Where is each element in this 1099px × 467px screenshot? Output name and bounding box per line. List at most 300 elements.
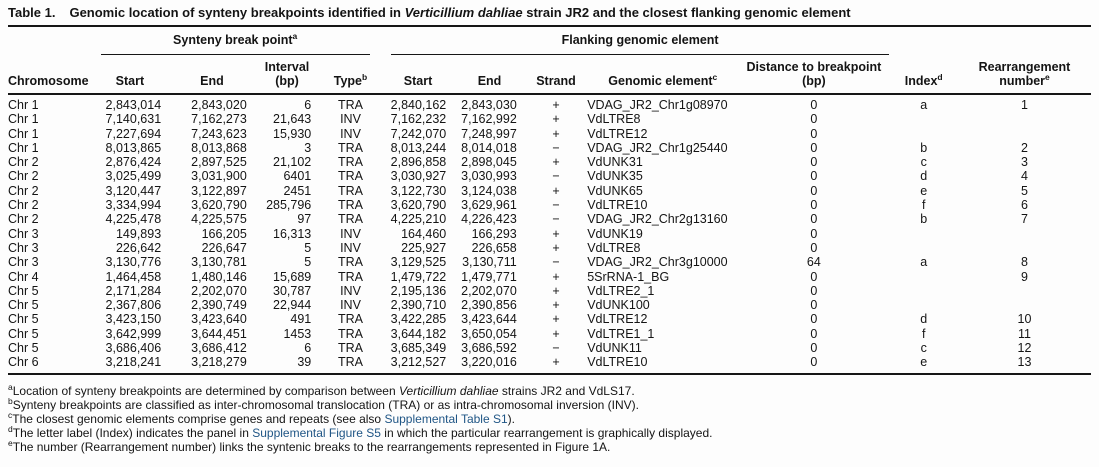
cell-distance-to-breakpoint: 0 <box>810 140 818 155</box>
cell-element-start: 8,013,244 <box>390 140 447 155</box>
cell-rearrangement-number: 1 <box>1021 98 1028 112</box>
table-row <box>8 198 1091 212</box>
cell-index <box>889 298 958 312</box>
cell-type: TRA <box>337 269 363 284</box>
table-row <box>8 227 1091 241</box>
caption-text: Genomic location of synteny breakpoints identified in <box>69 5 405 20</box>
table-row <box>8 241 1091 255</box>
cell-distance-to-breakpoint: 0 <box>810 98 818 112</box>
table-row <box>8 94 1091 112</box>
cell-element-end: 8,014,018 <box>461 140 517 155</box>
cell-breakpoint-start: 3,218,241 <box>105 355 162 370</box>
cell-type: INV <box>340 112 361 127</box>
cell-genomic-element: VdLTRE12 <box>587 126 648 141</box>
group-spacer-right <box>889 27 1091 55</box>
cell-strand: + <box>552 155 560 170</box>
cell-breakpoint-start: 7,140,631 <box>105 112 162 127</box>
table-row <box>8 255 1091 269</box>
cell-breakpoint-end: 3,423,640 <box>191 312 247 327</box>
cell-distance-to-breakpoint: 0 <box>810 355 818 370</box>
cell-breakpoint-start: 3,423,150 <box>105 312 162 327</box>
cell-chromosome: Chr 1 <box>8 98 39 112</box>
cell-chromosome: Chr 5 <box>8 326 39 341</box>
cell-genomic-element: VdUNK65 <box>587 183 643 198</box>
cell-interval-bp: 15,930 <box>273 126 312 141</box>
cell-type: TRA <box>337 98 363 112</box>
cell-strand: + <box>552 112 560 127</box>
cell-interval-bp: 15,689 <box>273 269 312 284</box>
cell-breakpoint-start: 3,642,999 <box>105 326 162 341</box>
cell-index: c <box>920 155 927 170</box>
cell-type: TRA <box>337 169 363 184</box>
cell-breakpoint-start: 3,130,776 <box>105 255 162 270</box>
cell-element-end: 2,843,030 <box>461 98 517 112</box>
table-row <box>8 112 1091 126</box>
cell-strand: − <box>552 198 560 213</box>
cell-element-start: 2,390,710 <box>390 298 447 313</box>
cell-type: TRA <box>337 212 363 227</box>
cell-rearrangement-number <box>958 298 1091 312</box>
cell-breakpoint-end: 3,644,451 <box>191 326 247 341</box>
supplemental-table-s1-link[interactable]: Supplemental Table S1 <box>384 412 508 427</box>
cell-interval-bp: 1453 <box>283 326 312 341</box>
cell-element-start: 3,685,349 <box>390 341 447 356</box>
cell-element-start: 3,129,525 <box>390 255 447 270</box>
cell-index <box>889 284 958 298</box>
cell-genomic-element: VDAG_JR2_Chr1g08970 <box>587 98 728 112</box>
species-name: Verticillium dahliae <box>404 5 523 20</box>
cell-genomic-element: VDAG_JR2_Chr1g25440 <box>587 140 728 155</box>
footnote-marker: d <box>8 424 13 435</box>
group-header-row <box>8 27 1091 55</box>
cell-index <box>889 127 958 141</box>
cell-strand: + <box>552 226 560 241</box>
cell-rearrangement-number: 12 <box>1017 341 1032 356</box>
table-body <box>8 94 1091 370</box>
cell-distance-to-breakpoint: 0 <box>810 169 818 184</box>
cell-chromosome: Chr 5 <box>8 312 39 327</box>
cell-element-start: 7,242,070 <box>390 126 447 141</box>
footnote-text: strains JR2 and VdLS17. <box>498 383 635 398</box>
cell-chromosome: Chr 1 <box>8 126 39 141</box>
table-title <box>8 4 1091 22</box>
footnote-text: Location of synteny breakpoints are determined by comparison between <box>12 383 399 398</box>
cell-index: a <box>920 255 928 270</box>
cell-index: b <box>920 140 928 155</box>
cell-distance-to-breakpoint: 0 <box>810 326 818 341</box>
cell-strand: + <box>552 298 560 313</box>
cell-strand: − <box>552 169 560 184</box>
cell-element-end: 2,390,856 <box>461 298 517 313</box>
cell-rearrangement-number: 11 <box>1017 326 1031 341</box>
cell-element-end: 2,898,045 <box>461 155 517 170</box>
footnotes <box>8 381 1091 455</box>
cell-breakpoint-end: 7,162,273 <box>191 112 247 127</box>
cell-breakpoint-end: 3,686,412 <box>191 341 247 356</box>
cell-index: d <box>920 312 928 327</box>
cell-breakpoint-start: 3,025,499 <box>105 169 162 184</box>
table-row <box>8 312 1091 326</box>
footnote-text: ). <box>507 412 515 427</box>
cell-element-start: 3,644,182 <box>390 326 447 341</box>
cell-index: e <box>920 355 928 370</box>
cell-genomic-element: VdLTRE1_1 <box>587 326 655 341</box>
cell-rearrangement-number: 8 <box>1021 255 1028 270</box>
cell-interval-bp: 30,787 <box>273 283 312 298</box>
cell-breakpoint-start: 8,013,865 <box>105 140 162 155</box>
cell-genomic-element: VDAG_JR2_Chr3g10000 <box>587 255 728 270</box>
cell-interval-bp: 16,313 <box>273 226 312 241</box>
species-name: Verticillium dahliae <box>398 383 499 398</box>
footnote-a <box>8 381 1091 398</box>
cell-chromosome: Chr 1 <box>8 140 39 155</box>
table-row <box>8 270 1091 284</box>
cell-index: a <box>920 98 928 112</box>
cell-index: d <box>920 169 928 184</box>
table-row <box>8 169 1091 183</box>
col-header-element-start: Start <box>382 55 455 94</box>
footnote-c <box>8 412 1091 426</box>
cell-index: c <box>920 341 927 356</box>
cell-element-end: 226,658 <box>471 240 517 255</box>
col-header-element-end: End <box>454 55 525 94</box>
footnote-marker: e <box>8 438 13 449</box>
cell-element-start: 3,422,285 <box>390 312 447 327</box>
group-synteny-break-point <box>91 27 382 55</box>
cell-strand: + <box>552 183 560 198</box>
cell-breakpoint-end: 2,843,020 <box>191 98 247 112</box>
cell-distance-to-breakpoint: 64 <box>806 255 821 270</box>
cell-interval-bp: 5 <box>304 255 312 270</box>
table-row <box>8 298 1091 312</box>
table-row <box>8 212 1091 226</box>
footnote-e <box>8 440 1091 454</box>
cell-strand: + <box>552 98 560 112</box>
cell-breakpoint-start: 2,876,424 <box>105 155 162 170</box>
cell-element-end: 4,226,423 <box>461 212 517 227</box>
cell-element-start: 225,927 <box>401 240 447 255</box>
cell-genomic-element: VdUNK35 <box>587 169 643 184</box>
cell-breakpoint-end: 4,225,575 <box>191 212 247 227</box>
cell-index: b <box>920 212 928 227</box>
col-header-chromosome: Chromosome <box>8 55 91 94</box>
col-header-interval-bp: Interval (bp) <box>255 55 319 94</box>
table-header <box>8 27 1091 94</box>
cell-chromosome: Chr 4 <box>8 269 39 284</box>
cell-chromosome: Chr 5 <box>8 283 39 298</box>
cell-interval-bp: 21,643 <box>273 112 312 127</box>
cell-element-end: 7,162,992 <box>461 112 517 127</box>
cell-index <box>889 112 958 126</box>
footnote-marker: a <box>8 381 13 392</box>
cell-strand: + <box>552 283 560 298</box>
cell-type: TRA <box>337 355 363 370</box>
cell-breakpoint-start: 2,171,284 <box>105 283 162 298</box>
cell-breakpoint-end: 166,205 <box>201 226 247 241</box>
cell-chromosome: Chr 5 <box>8 341 39 356</box>
cell-genomic-element: VdUNK19 <box>587 226 643 241</box>
cell-distance-to-breakpoint: 0 <box>810 112 818 127</box>
cell-index <box>889 241 958 255</box>
cell-interval-bp: 491 <box>290 312 312 327</box>
cell-type: INV <box>340 226 361 241</box>
cell-chromosome: Chr 3 <box>8 255 39 270</box>
cell-element-start: 3,620,790 <box>390 198 447 213</box>
cell-index: f <box>921 198 926 213</box>
cell-element-end: 1,479,771 <box>461 269 517 284</box>
cell-element-start: 2,896,858 <box>390 155 447 170</box>
cell-breakpoint-start: 3,334,994 <box>105 198 162 213</box>
cell-genomic-element: VdUNK11 <box>587 341 642 356</box>
cell-interval-bp: 39 <box>297 355 312 370</box>
cell-element-start: 4,225,210 <box>390 212 447 227</box>
cell-breakpoint-end: 3,122,897 <box>191 183 247 198</box>
cell-breakpoint-end: 7,243,623 <box>191 126 247 141</box>
cell-element-start: 7,162,232 <box>390 112 447 127</box>
footnote-text: in which the particular rearrangement is graphically displayed. <box>380 426 713 441</box>
cell-strand: + <box>552 240 560 255</box>
cell-rearrangement-number: 13 <box>1017 355 1032 370</box>
cell-rearrangement-number: 9 <box>1021 269 1028 284</box>
cell-distance-to-breakpoint: 0 <box>810 126 818 141</box>
group-spacer-left <box>8 27 91 55</box>
cell-breakpoint-end: 3,031,900 <box>191 169 247 184</box>
cell-interval-bp: 97 <box>297 212 312 227</box>
cell-element-start: 2,195,136 <box>390 283 447 298</box>
group-footnote-marker: a <box>292 30 298 41</box>
cell-index <box>889 270 958 284</box>
bottom-rule <box>8 373 1091 375</box>
footnote-b <box>8 395 1091 412</box>
col-header-type: Type$^b$ <box>319 55 381 94</box>
cell-element-end: 3,130,711 <box>462 255 517 270</box>
cell-breakpoint-start: 2,367,806 <box>105 298 162 313</box>
cell-breakpoint-start: 226,642 <box>115 240 162 255</box>
table-row <box>8 184 1091 198</box>
cell-chromosome: Chr 2 <box>8 169 39 184</box>
cell-breakpoint-end: 3,130,781 <box>191 255 247 270</box>
cell-interval-bp: 2451 <box>283 183 312 198</box>
cell-element-end: 3,686,592 <box>461 341 517 356</box>
footnote-text: The letter label (Index) indicates the panel in <box>12 426 253 441</box>
cell-strand: + <box>552 126 560 141</box>
cell-element-end: 3,220,016 <box>461 355 517 370</box>
cell-element-end: 3,423,644 <box>461 312 517 327</box>
cell-type: TRA <box>337 155 363 170</box>
cell-chromosome: Chr 3 <box>8 240 39 255</box>
cell-distance-to-breakpoint: 0 <box>810 226 818 241</box>
column-header-row <box>8 55 1091 94</box>
cell-chromosome: Chr 2 <box>8 198 39 213</box>
table-row <box>8 327 1091 341</box>
cell-rearrangement-number <box>958 127 1091 141</box>
table-row <box>8 341 1091 355</box>
cell-interval-bp: 6 <box>304 98 312 112</box>
group-label: Flanking genomic element <box>561 33 719 47</box>
table-row <box>8 141 1091 155</box>
cell-rearrangement-number: 5 <box>1021 183 1028 198</box>
supplemental-figure-s5-link[interactable]: Supplemental Figure S5 <box>252 426 381 441</box>
cell-breakpoint-start: 3,686,406 <box>105 341 162 356</box>
cell-type: TRA <box>337 326 363 341</box>
cell-distance-to-breakpoint: 0 <box>810 183 818 198</box>
cell-strand: + <box>552 326 560 341</box>
cell-element-end: 3,124,038 <box>461 183 517 198</box>
cell-distance-to-breakpoint: 0 <box>810 198 818 213</box>
cell-breakpoint-start: 3,120,447 <box>105 183 162 198</box>
cell-breakpoint-end: 2,390,749 <box>191 298 247 313</box>
cell-interval-bp: 5 <box>304 240 312 255</box>
cell-genomic-element: VdLTRE8 <box>587 240 641 255</box>
cell-element-start: 164,460 <box>401 226 447 241</box>
cell-genomic-element: VdLTRE10 <box>587 198 648 213</box>
cell-strand: − <box>552 140 560 155</box>
cell-strand: − <box>552 341 560 356</box>
cell-index: e <box>920 183 928 198</box>
footnote-text: Synteny breakpoints are classified as inter-chromosomal translocation (TRA) or as intra-chromosomal inversion (INV). <box>12 397 639 412</box>
group-label: Synteny break point <box>173 33 293 47</box>
cell-element-end: 3,629,961 <box>461 198 517 213</box>
cell-chromosome: Chr 2 <box>8 155 39 170</box>
cell-rearrangement-number: 4 <box>1021 169 1028 184</box>
footnote-marker: b <box>8 395 13 406</box>
cell-distance-to-breakpoint: 0 <box>810 298 818 313</box>
cell-chromosome: Chr 2 <box>8 212 39 227</box>
cell-type: INV <box>340 283 361 298</box>
cell-genomic-element: VdLTRE8 <box>587 112 641 127</box>
col-header-distance-to-breakpoint: Distance to breakpoint (bp) <box>738 55 889 94</box>
table-row <box>8 127 1091 141</box>
cell-type: TRA <box>337 255 363 270</box>
cell-interval-bp: 285,796 <box>266 198 312 213</box>
cell-index: f <box>921 326 926 341</box>
cell-breakpoint-end: 226,647 <box>201 240 247 255</box>
cell-element-end: 7,248,997 <box>461 126 517 141</box>
cell-genomic-element: VdLTRE2_1 <box>587 283 655 298</box>
cell-interval-bp: 6401 <box>283 169 312 184</box>
cell-breakpoint-end: 1,480,146 <box>191 269 247 284</box>
cell-genomic-element: VdUNK100 <box>587 298 650 313</box>
footnote-d <box>8 426 1091 440</box>
cell-strand: − <box>552 212 560 227</box>
cell-element-end: 3,030,993 <box>461 169 517 184</box>
cell-genomic-element: VdLTRE12 <box>587 312 648 327</box>
cell-type: TRA <box>337 140 363 155</box>
col-header-rearrangement-number: Rearrangement number$^e$ <box>958 55 1091 94</box>
cell-breakpoint-end: 2,897,525 <box>191 155 247 170</box>
table-row <box>8 155 1091 169</box>
cell-element-start: 3,212,527 <box>390 355 447 370</box>
cell-chromosome: Chr 5 <box>8 298 39 313</box>
cell-rearrangement-number <box>958 227 1091 241</box>
cell-genomic-element: 5SrRNA-1_BG <box>587 269 670 284</box>
cell-breakpoint-end: 3,620,790 <box>191 198 247 213</box>
cell-distance-to-breakpoint: 0 <box>810 312 818 327</box>
cell-distance-to-breakpoint: 0 <box>810 212 818 227</box>
cell-rearrangement-number <box>958 112 1091 126</box>
cell-distance-to-breakpoint: 0 <box>810 269 818 284</box>
cell-index <box>889 227 958 241</box>
cell-breakpoint-end: 8,013,868 <box>191 140 247 155</box>
cell-element-start: 3,030,927 <box>390 169 447 184</box>
cell-strand: + <box>552 312 560 327</box>
cell-chromosome: Chr 1 <box>8 112 39 127</box>
cell-element-start: 3,122,730 <box>390 183 447 198</box>
cell-breakpoint-start: 1,464,458 <box>105 269 162 284</box>
cell-distance-to-breakpoint: 0 <box>810 341 818 356</box>
table-number: Table 1. <box>8 5 56 20</box>
cell-rearrangement-number <box>958 241 1091 255</box>
data-table <box>8 27 1091 370</box>
cell-interval-bp: 22,944 <box>273 298 312 313</box>
cell-element-start: 2,840,162 <box>390 98 447 112</box>
cell-distance-to-breakpoint: 0 <box>810 283 818 298</box>
cell-breakpoint-end: 2,202,070 <box>191 283 247 298</box>
caption-text: strain JR2 and the closest flanking genomic element <box>522 5 851 20</box>
cell-rearrangement-number: 10 <box>1017 312 1032 327</box>
col-header-breakpoint-start: Start <box>91 55 170 94</box>
cell-type: TRA <box>337 198 363 213</box>
cell-element-start: 1,479,722 <box>390 269 447 284</box>
cell-interval-bp: 3 <box>304 140 312 155</box>
cell-breakpoint-start: 7,227,694 <box>105 126 162 141</box>
cell-genomic-element: VdUNK31 <box>587 155 643 170</box>
cell-strand: + <box>552 269 560 284</box>
cell-breakpoint-end: 3,218,279 <box>191 355 247 370</box>
table-row <box>8 284 1091 298</box>
cell-rearrangement-number: 7 <box>1021 212 1028 227</box>
table-caption <box>69 5 850 20</box>
cell-rearrangement-number: 6 <box>1021 198 1028 213</box>
cell-rearrangement-number: 2 <box>1021 140 1028 155</box>
cell-element-end: 3,650,054 <box>461 326 517 341</box>
cell-rearrangement-number <box>958 284 1091 298</box>
cell-chromosome: Chr 6 <box>8 355 39 370</box>
cell-strand: − <box>552 255 560 270</box>
cell-rearrangement-number: 3 <box>1021 155 1028 170</box>
col-header-genomic-element: Genomic element$^c$ <box>587 55 738 94</box>
cell-element-end: 2,202,070 <box>461 283 517 298</box>
group-flanking-genomic-element <box>382 27 890 55</box>
cell-interval-bp: 6 <box>304 341 312 356</box>
cell-genomic-element: VdLTRE10 <box>587 355 648 370</box>
col-header-breakpoint-end: End <box>169 55 255 94</box>
table-row <box>8 355 1091 369</box>
cell-type: TRA <box>337 312 363 327</box>
cell-breakpoint-start: 4,225,478 <box>105 212 162 227</box>
cell-chromosome: Chr 3 <box>8 226 39 241</box>
col-header-strand: Strand <box>525 55 587 94</box>
cell-breakpoint-start: 2,843,014 <box>105 98 162 112</box>
cell-type: INV <box>340 126 361 141</box>
col-header-index: Index$^d$ <box>889 55 958 94</box>
footnote-text: The closest genomic elements comprise genes and repeats (see also <box>12 412 385 427</box>
cell-chromosome: Chr 2 <box>8 183 39 198</box>
footnote-marker: c <box>8 410 13 421</box>
cell-strand: + <box>552 355 560 370</box>
cell-type: TRA <box>337 341 363 356</box>
cell-distance-to-breakpoint: 0 <box>810 240 818 255</box>
cell-distance-to-breakpoint: 0 <box>810 155 818 170</box>
cell-element-end: 166,293 <box>471 226 517 241</box>
footnote-text: The number (Rearrangement number) links the syntenic breaks to the rearrangements represented in Figure 1A. <box>12 440 611 455</box>
cell-type: INV <box>340 298 361 313</box>
cell-genomic-element: VDAG_JR2_Chr2g13160 <box>587 212 728 227</box>
cell-type: INV <box>340 240 361 255</box>
cell-type: TRA <box>337 183 363 198</box>
cell-breakpoint-start: 149,893 <box>115 226 162 241</box>
cell-interval-bp: 21,102 <box>273 155 312 170</box>
